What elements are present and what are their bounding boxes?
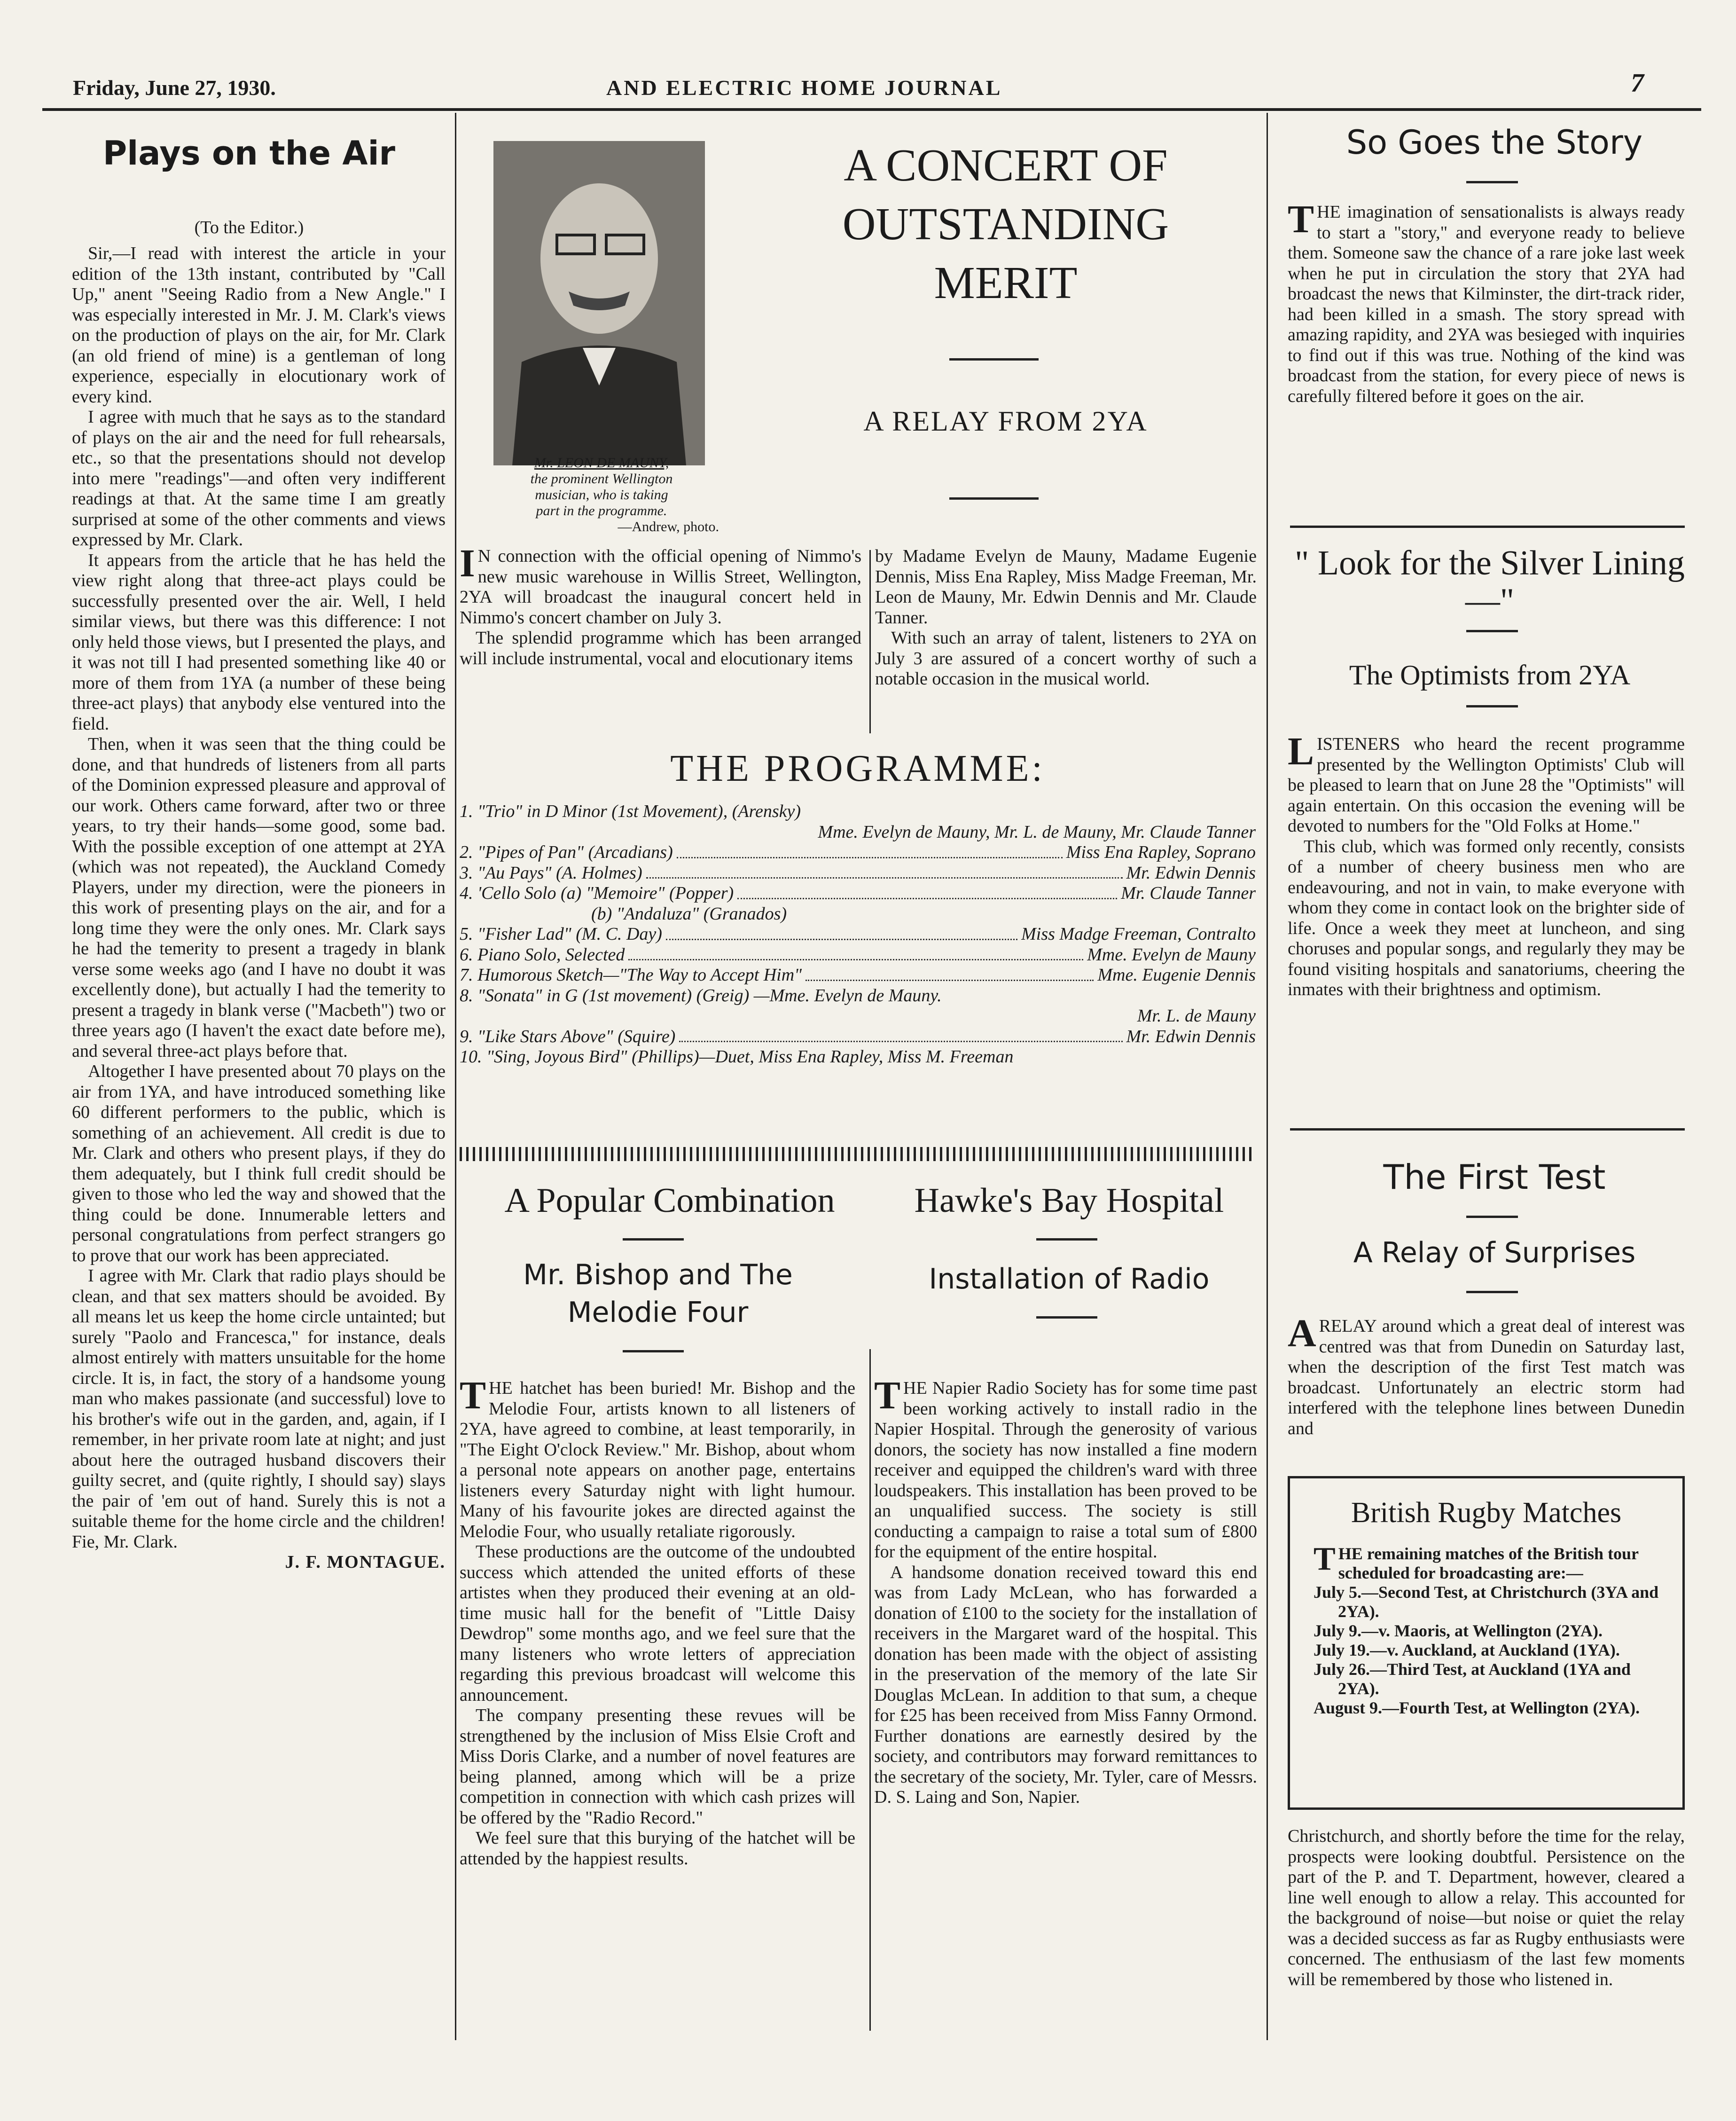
paragraph: Then, when it was seen that the thing could be done, and that hundreds of listeners from all parts of the Dominion expressed pleasure and approval of our work. Others came forward, after two or three years, to try their hands—some good, some bad. With the possible exception of one attempt at 2YA (which was not repeated), the Auckland Comedy Players, under my direction, were the pioneers in this work of presenting plays on the air, and for a long time they were the only ones. Mr. Clark says he had the temerity to present a tragedy in blank verse some weeks ago (and I have no doubt it was excellently done), but actually I had the temerity to present a tragedy in blank verse ("Macbeth") two or three years ago (I haven't the exact date before me), and several three-act plays before that. — [72, 734, 446, 1061]
title-rule — [1466, 1291, 1518, 1293]
paragraph: A handsome donation received toward this end was from Lady McLean, who has forwarded a donation of £100 to the society for the installation of receivers in the Margaret ward of the hospital. This donation has been made with the object of assisting in the preservation of the memory of the late Sir Douglas McLean. In addition to that sum, a cheque for £25 has been received from Miss Fanny Ormond. Further donations are earnestly desired by the society, and contributors may forward remittances to the secretary of the society, Mr. Tyler, care of Messrs. D. S. Laing and Son, Napier. — [874, 1562, 1257, 1807]
programme-item-performer: Mme. Evelyn de Mauny — [1087, 944, 1256, 965]
programme-item-performer: Mr. Edwin Dennis — [1126, 1026, 1256, 1046]
column-rule — [869, 1349, 871, 2031]
programme-item-performer: Mr. Claude Tanner — [1121, 883, 1256, 903]
programme-item-title: 6. Piano Solo, Selected — [460, 944, 625, 965]
leader-dots — [628, 945, 1083, 961]
rugby-list — [1314, 1541, 1661, 1718]
journal-title: AND ELECTRIC HOME JOURNAL — [606, 76, 1002, 100]
section-rule — [1290, 526, 1685, 528]
paragraph: The splendid programme which has been arranged will include instrumental, vocal and elocutionary items — [460, 628, 861, 668]
rugby-fixture: August 9.—Fourth Test, at Wellington (2YA). — [1314, 1698, 1640, 1717]
story-article — [1288, 197, 1685, 407]
rugby-box — [1288, 1476, 1685, 1810]
title-rule — [1036, 1316, 1097, 1319]
first-test-subtitle: A Relay of Surprises — [1353, 1236, 1636, 1269]
silver-title: " Look for the Silver Lining —" — [1295, 544, 1685, 620]
programme-divider — [460, 1147, 1256, 1161]
concert-column-2 — [875, 546, 1257, 690]
leader-dots — [666, 924, 1017, 940]
paragraph-text: N connection with the official opening of Nimmo's new music warehouse in Willis Street, Wellington, 2YA will broadcast the inaugural concert held in Nimmo's concert chamber on July 3. — [460, 546, 861, 628]
paragraph: Altogether I have presented about 70 plays on the air from 1YA, and have introduced something like 60 different performers to the public, which is something of an achievement. All credit is due to Mr. Clark and others who present plays, if they do them adequately, but I think full credit should be given to those who led the way and showed that the thing could be done. Innumerable letters and personal congratulations from perfect strangers go to prove that our work has been appreciated. — [72, 1061, 446, 1265]
title-rule — [949, 358, 1039, 361]
paragraph: With such an array of talent, listeners to 2YA on July 3 are assured of a concert worthy of such a notable occasion in the musical world. — [875, 628, 1257, 689]
leader-dots — [677, 842, 1063, 858]
programme-item — [460, 801, 1256, 822]
to-editor-line: (To the Editor.) — [194, 218, 304, 237]
portrait-photo — [493, 141, 705, 465]
title-rule — [623, 1350, 684, 1352]
first-test-continued — [1288, 1826, 1685, 1990]
popular-title: A Popular Combination — [504, 1181, 835, 1220]
programme-item — [460, 904, 1256, 925]
title-rule — [1466, 705, 1518, 707]
programme-item-title: (b) "Andaluza" (Granados) — [591, 903, 787, 924]
paragraph: The company presenting these revues will be strengthened by the inclusion of Miss Elsie Croft and Miss Doris Clarke, and a number of novel features are being planned, among which will be a prize competition in connection with which cash prizes will be offered by the "Radio Record." — [460, 1705, 855, 1828]
programme-item — [460, 1006, 1256, 1027]
paragraph: We feel sure that this burying of the hatchet will be attended by the happiest results. — [460, 1828, 855, 1869]
popular-article — [460, 1374, 855, 1869]
concert-subtitle: A RELAY FROM 2YA — [863, 406, 1148, 437]
programme-item-title: 9. "Like Stars Above" (Squire) — [460, 1026, 676, 1046]
rugby-fixture: July 26.—Third Test, at Auckland (1YA and 2YA). — [1314, 1660, 1631, 1698]
paragraph: It appears from the article that he has held the view right along that three-act plays could be successfully presented over the air. Well, I held similar views, but there was this difference: I not only held those views, but I presented the plays, and it was not till I had presented something like 40 or more of them from 1YA (a number of these being three-act plays) that anybody else ventured into the field. — [72, 550, 446, 734]
programme-item — [460, 924, 1256, 945]
rugby-title: British Rugby Matches — [1351, 1497, 1622, 1529]
programme-item-title: 3. "Au Pays" (A. Holmes) — [460, 863, 642, 883]
paragraph-text: ISTENERS who heard the recent programme presented by the Wellington Optimists' Club will be pleased to learn that on June 28 the "Optimists" will again entertain. On this occasion the evening will be devoted to numbers for the "Old Folks at Home." — [1288, 734, 1685, 836]
title-rule — [1466, 181, 1518, 183]
paragraph: by Madame Evelyn de Mauny, Madame Eugenie Dennis, Miss Ena Rapley, Miss Madge Freeman, Mr. Leon de Mauny, Mr. Edwin Dennis and Mr. Claude Tanner. — [875, 546, 1257, 628]
column-rule — [1267, 113, 1268, 2040]
plays-letter — [72, 244, 446, 1573]
photo-credit: —Andrew, photo. — [618, 519, 719, 534]
programme-item — [460, 1027, 1256, 1047]
title-rule — [949, 497, 1039, 500]
caption-line: the prominent Wellington — [530, 471, 673, 487]
programme-list — [460, 801, 1256, 1068]
hawkes-subtitle: Installation of Radio — [929, 1263, 1210, 1296]
story-title: So Goes the Story — [1346, 123, 1643, 162]
header-rule — [42, 108, 1701, 111]
hawkes-title: Hawke's Bay Hospital — [914, 1181, 1224, 1220]
leader-dots — [805, 965, 1094, 981]
caption-line: musician, who is taking — [535, 487, 668, 503]
programme-item-title: 1. "Trio" in D Minor (1st Movement), (Arensky) — [460, 801, 801, 821]
paragraph-text: RELAY around which a great deal of interest was centred was that from Dunedin on Saturday last, when the description of the first Test match was broadcast. Unfortunately an electric storm had interfered with the telephone lines between Dunedin and — [1288, 1316, 1685, 1438]
paragraph: I N connection with the official opening of Nimmo's new music warehouse in Willis Street, Wellington, 2YA will broadcast the inaugural concert held in Nimmo's concert chamber on July 3. — [460, 542, 861, 628]
programme-item — [460, 986, 1256, 1006]
section-rule — [1290, 1128, 1685, 1131]
paragraph-text: HE Napier Radio Society has for some time past been working actively to install radio in the Napier Hospital. Through the generosity of various donors, the society has now installed a fine modern receiver and equipped the children's ward with three loudspeakers. This installation has been proved to be an unqualified success. The society is still conducting a campaign to raise a total sum of £800 for the equipment of the entire hospital. — [874, 1378, 1257, 1562]
first-test-article — [1288, 1312, 1685, 1439]
programme-item-performer: Mr. Edwin Dennis — [1126, 863, 1256, 883]
signature: J. F. MONTAGUE. — [285, 1552, 446, 1572]
leader-dots — [737, 883, 1117, 899]
paragraph: I agree with much that he says as to the standard of plays on the air and the need for full rehearsals, etc., so that the presentations should not develop into mere "readings"—and often very indifferent readings at that. At the same time I am greatly surprised at some of the other comments and views expressed by Mr. Clark. — [72, 407, 446, 550]
rugby-fixture: July 19.—v. Auckland, at Auckland (1YA). — [1314, 1641, 1620, 1659]
programme-item — [460, 863, 1256, 884]
title-rule — [1466, 630, 1518, 632]
silver-subtitle: The Optimists from 2YA — [1349, 660, 1631, 691]
programme-item-performer: Mr. L. de Mauny — [1137, 1006, 1256, 1026]
column-rule — [869, 550, 871, 733]
paragraph: Christchurch, and shortly before the time for the relay, prospects were looking doubtful. Persistence on the part of the P. and T. Department, however, cleared a line well enough to allow a relay. This accounted for the background of noise—but noise or quiet the relay was a decided success as far as Rugby enthusiasts were concerned. The enthusiasm of the last few moments will be remembered by those who listened in. — [1288, 1826, 1685, 1989]
programme-title: THE PROGRAMME: — [670, 748, 1045, 789]
programme-item — [460, 965, 1256, 986]
leader-dots — [646, 863, 1123, 879]
programme-item-performer: Mme. Eugenie Dennis — [1097, 965, 1256, 985]
first-test-title: The First Test — [1383, 1157, 1606, 1197]
leader-dots — [679, 1027, 1122, 1043]
portrait-photo-art — [493, 141, 705, 465]
caption-name: Mr. LEON DE MAUNY, — [534, 455, 669, 471]
paragraph: These productions are the outcome of the undoubted success which attended the united efforts of these artistes when they produced their evening at an old-time music hall for the benefit of "Little Daisy Dewdrop" some months ago, and we feel sure that the many listeners who wrote letters of appreciation regarding this previous broadcast will welcome this announcement. — [460, 1542, 855, 1705]
hawkes-article — [874, 1374, 1257, 1808]
programme-item — [460, 945, 1256, 966]
photo-caption — [470, 455, 733, 535]
title-rule — [623, 1238, 684, 1241]
paragraph: THE imagination of sensationalists is always ready to start a "story," and everyone ready to believe them. Someone saw the chance of a rare joke last week when he put in circulation the story that 2YA had broadcast the news that Kilminster, the dirt-track rider, had been killed in a smash. The story spread with amazing rapidity, and 2YA was besieged with inquiries to find out if this was true. Nothing of the kind was broadcast from the station, for every piece of news is carefully filtered before it goes on the air. — [1288, 197, 1685, 406]
paragraph: Sir,—I read with interest the article in your edition of the 13th instant, contributed by "Call Up," anent "Seeing Radio from a New Angle." I was especially interested in Mr. J. M. Clark's views on the production of plays on the air, for Mr. Clark (an old friend of mine) is a gentleman of long experience, especially in elocutionary work of every kind. — [72, 244, 446, 407]
paragraph: I agree with Mr. Clark that radio plays should be clean, and that sex matters should be avoided. By all means let us keep the home circle untainted; but surely "Paolo and Francesca," for instance, deals almost entirely with matters unsuitable for the home circle. It is, in fact, the story of a handsome young man who makes passionate (and successful) love to his brother's wife out in the garden, and, again, if I remember, in her private room late at night; and just about here the outraged husband discovers their guilty secret, and (quite rightly, I should say) slays the pair of 'em out of hand. Surely this is not a suitable theme for the home circle and the children! Fie, Mr. Clark. — [72, 1266, 446, 1552]
paragraph: A RELAY around which a great deal of interest was centred was that from Dunedin on Saturday last, when the description of the first Test match was broadcast. Unfortunately an electric storm had interfered with the telephone lines between Dunedin and — [1288, 1312, 1685, 1438]
paragraph: This club, which was formed only recently, consists of a number of cheery business men who are endeavouring, and not in vain, to make everyone with whom they come in contact look on the brighter side of life. Once a week they meet at luncheon, and sing choruses and popular songs, and regularly they may be found visiting hospitals and sanatoriums, cheering the inmates with their brightness and optimism. — [1288, 836, 1685, 999]
paragraph-text: HE imagination of sensationalists is always ready to start a "story," and everyone ready to believe them. Someone saw the chance of a rare joke last week when he put in circulation the story that 2YA had broadcast the news that Kilminster, the dirt-track rider, had been killed in a smash. The story spread with amazing rapidity, and 2YA was besieged with inquiries to find out if this was true. Nothing of the kind was broadcast from the station, for every piece of news is carefully filtered before it goes on the air. — [1288, 202, 1685, 406]
title-rule — [1466, 1216, 1518, 1218]
rugby-fixture: July 9.—v. Maoris, at Wellington (2YA). — [1314, 1621, 1603, 1640]
paragraph: THE hatchet has been buried! Mr. Bishop and the Melodie Four, artists known to all listeners of 2YA, have agreed to combine, at least temporarily, in "The Eight O'clock Review." Mr. Bishop, about whom a personal note appears on another page, entertains listeners every Saturday night with light humour. Many of his favourite jokes are directed against the Melodie Four, who usually retaliate rigorously. — [460, 1374, 855, 1541]
title-rule — [1036, 1238, 1097, 1241]
programme-item-title: 5. "Fisher Lad" (M. C. Day) — [460, 924, 662, 944]
programme-item — [460, 822, 1256, 843]
silver-article — [1288, 730, 1685, 1000]
programme-item-title: 4. 'Cello Solo (a) "Memoire" (Popper) — [460, 883, 734, 903]
paragraph-text: HE hatchet has been buried! Mr. Bishop and the Melodie Four, artists known to all listeners of 2YA, have agreed to combine, at least temporarily, in "The Eight O'clock Review." Mr. Bishop, about whom a personal note appears on another page, entertains listeners every Saturday night with light humour. Many of his favourite jokes are directed against the Melodie Four, who usually retaliate rigorously. — [460, 1378, 855, 1541]
page-number: 7 — [1631, 69, 1644, 98]
rugby-intro: THE remaining matches of the British tour scheduled for broadcasting are:— — [1314, 1541, 1639, 1582]
programme-item-title: 10. "Sing, Joyous Bird" (Phillips)—Duet, Miss Ena Rapley, Miss M. Freeman — [460, 1047, 1014, 1067]
paragraph: LISTENERS who heard the recent programme presented by the Wellington Optimists' Club will be pleased to learn that on June 28 the "Optimists" will again entertain. On this occasion the evening will be devoted to numbers for the "Old Folks at Home." — [1288, 730, 1685, 836]
caption-line: part in the programme. — [536, 503, 667, 518]
programme-item-title: 2. "Pipes of Pan" (Arcadians) — [460, 842, 673, 862]
column-rule — [455, 113, 456, 2040]
programme-item-title: 7. Humorous Sketch—"The Way to Accept Him" — [460, 965, 802, 985]
issue-date: Friday, June 27, 1930. — [73, 76, 276, 100]
popular-subtitle: Mr. Bishop and The Melodie Four — [523, 1258, 793, 1329]
programme-item — [460, 1047, 1256, 1068]
concert-column-1 — [460, 542, 861, 669]
programme-item — [460, 842, 1256, 863]
programme-item-performer: Miss Ena Rapley, Soprano — [1066, 842, 1256, 862]
rugby-fixture: July 5.—Second Test, at Christchurch (3YA and 2YA). — [1314, 1583, 1659, 1621]
programme-item — [460, 883, 1256, 904]
paragraph: THE Napier Radio Society has for some time past been working actively to install radio in the Napier Hospital. Through the generosity of various donors, the society has now installed a fine modern receiver and equipped the children's ward with three loudspeakers. This installation has been proved to be an unqualified success. The society is still conducting a campaign to raise a total sum of £800 for the equipment of the entire hospital. — [874, 1374, 1257, 1562]
plays-title: Plays on the Air — [102, 134, 396, 173]
concert-title: A CONCERT OF OUTSTANDING MERIT — [842, 140, 1169, 308]
programme-item-performer: Miss Madge Freeman, Contralto — [1021, 924, 1256, 944]
rugby-intro-text: HE remaining matches of the British tour scheduled for broadcasting are:— — [1338, 1544, 1639, 1582]
programme-item-title: 8. "Sonata" in G (1st movement) (Greig) —Mme. Evelyn de Mauny. — [460, 985, 942, 1006]
programme-item-performer: Mme. Evelyn de Mauny, Mr. L. de Mauny, Mr. Claude Tanner — [818, 822, 1256, 842]
